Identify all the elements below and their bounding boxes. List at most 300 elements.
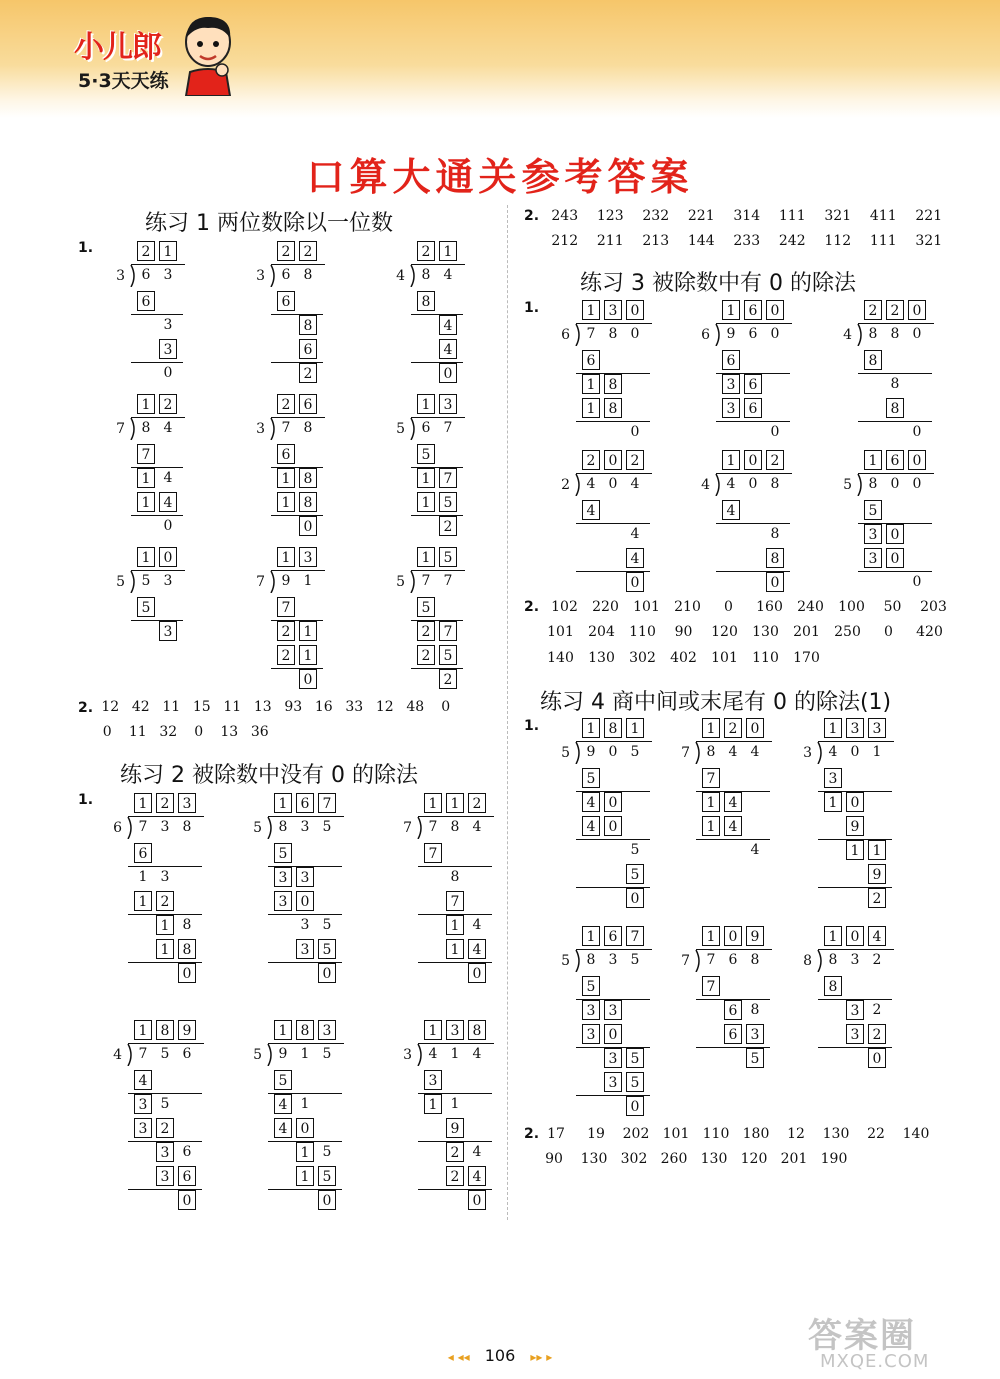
divisor: 5	[253, 820, 262, 836]
answer-box: 1	[424, 1094, 442, 1114]
digit: 7	[281, 420, 291, 436]
digit: 0	[912, 326, 922, 342]
long-division	[560, 926, 670, 1126]
digit: 3	[163, 267, 173, 283]
answer-value: 221	[687, 208, 715, 224]
answer-box: 0	[604, 450, 622, 470]
divisor: 6	[113, 820, 122, 836]
answer-box: 1	[424, 793, 442, 813]
divisor: 5	[561, 953, 570, 969]
answer-value: 120	[711, 624, 738, 640]
answer-box: 1	[846, 840, 864, 860]
answer-box: 0	[178, 963, 196, 983]
answer-box: 1	[134, 1020, 152, 1040]
answer-box: 7	[277, 597, 295, 617]
answer-box: 2	[156, 793, 174, 813]
answer-value: 160	[756, 599, 783, 615]
watermark-url: MXQE.COM	[820, 1351, 930, 1372]
answer-box: 1	[424, 1020, 442, 1040]
answer-value: 17	[547, 1126, 565, 1142]
answer-box: 6	[724, 1024, 742, 1044]
answer-box: 3	[604, 1000, 622, 1020]
answer-box: 1	[277, 547, 295, 567]
answer-box: 5	[582, 768, 600, 788]
answer-box: 3	[159, 621, 177, 641]
answer-box: 1	[159, 241, 177, 261]
answer-box: 1	[582, 300, 600, 320]
answer-box: 0	[626, 1096, 644, 1116]
answer-box: 1	[277, 468, 295, 488]
answer-value: 140	[902, 1126, 930, 1142]
divisor: 8	[803, 953, 812, 969]
page-number-value: 106	[484, 1346, 516, 1365]
answer-box: 1	[439, 241, 457, 261]
answer-value: 13	[253, 699, 272, 715]
answer-box: 3	[864, 548, 882, 568]
digit: 9	[726, 326, 736, 342]
answer-value: 0	[724, 599, 733, 615]
answer-box: 4	[724, 792, 742, 812]
divisor: 5	[396, 574, 405, 590]
answer-box: 1	[582, 718, 600, 738]
answer-box: 2	[439, 516, 457, 536]
long-division	[112, 1020, 222, 1220]
answer-box: 1	[582, 398, 600, 418]
answer-value: 190	[820, 1151, 848, 1167]
answer-box: 1	[417, 492, 435, 512]
watermark	[808, 1308, 929, 1372]
answer-value: 221	[915, 208, 943, 224]
digit: 8	[608, 326, 618, 342]
digit: 4	[443, 267, 453, 283]
answer-box: 3	[846, 1000, 864, 1020]
answer-value: 11	[162, 699, 181, 715]
answer-box: 2	[439, 669, 457, 689]
answer-box: 2	[864, 300, 882, 320]
answer-box: 3	[178, 793, 196, 813]
digit: 4	[472, 1144, 482, 1160]
answer-box: 1	[417, 394, 435, 414]
divisor: 5	[561, 745, 570, 761]
answer-box: 0	[299, 516, 317, 536]
answer-box: 1	[277, 492, 295, 512]
answer-box: 0	[318, 963, 336, 983]
long-division	[395, 547, 505, 747]
brand-logo: 小儿郎	[74, 30, 161, 65]
answer-box: 1	[156, 939, 174, 959]
answers-ex2-q2	[542, 233, 952, 249]
answer-box: 7	[446, 891, 464, 911]
divisor: 4	[113, 1047, 122, 1063]
digit: 1	[450, 1096, 460, 1112]
answer-box: 3	[134, 1118, 152, 1138]
divisor: 3	[803, 745, 812, 761]
digit: 7	[586, 326, 596, 342]
answer-box: 4	[274, 1094, 292, 1114]
divisor: 5	[843, 477, 852, 493]
answer-box: 0	[846, 792, 864, 812]
answer-value: 100	[838, 599, 865, 615]
divisor: 4	[843, 327, 852, 343]
answer-box: 1	[156, 915, 174, 935]
digit: 3	[160, 819, 170, 835]
digit: 4	[472, 819, 482, 835]
long-division	[255, 547, 365, 747]
answer-box: 4	[468, 1166, 486, 1186]
digit: 8	[890, 326, 900, 342]
answer-value: 12	[101, 699, 120, 715]
digit: 5	[322, 1046, 332, 1062]
answer-box: 5	[626, 1072, 644, 1092]
digit: 5	[141, 573, 151, 589]
question-2-label: 2.	[524, 208, 540, 224]
digit: 8	[303, 267, 313, 283]
answer-box: 8	[604, 398, 622, 418]
answer-box: 5	[439, 492, 457, 512]
answer-box: 6	[582, 350, 600, 370]
digit: 0	[912, 574, 922, 590]
page-title: 口算大通关参考答案	[306, 155, 694, 199]
question-2-label: 2.	[78, 700, 94, 716]
answer-box: 1	[296, 1142, 314, 1162]
answer-value: 50	[883, 599, 902, 615]
answer-box: 0	[626, 300, 644, 320]
answer-box: 3	[604, 1072, 622, 1092]
answer-value: 0	[441, 699, 451, 715]
answer-value: 260	[660, 1151, 688, 1167]
answer-value: 0	[194, 724, 204, 740]
answer-box: 1	[722, 450, 740, 470]
answer-box: 2	[582, 450, 600, 470]
answer-value: 321	[824, 208, 852, 224]
question-2-label: 2.	[524, 1126, 540, 1142]
answer-box: 9	[868, 864, 886, 884]
long-division	[680, 718, 790, 918]
digit: 8	[890, 376, 900, 392]
answer-box: 0	[746, 718, 764, 738]
digit: 8	[770, 526, 780, 542]
answer-box: 3	[604, 1048, 622, 1068]
answer-box: 3	[582, 1024, 600, 1044]
answer-value: 123	[596, 208, 624, 224]
digit: 7	[706, 952, 716, 968]
answer-value: 111	[869, 233, 897, 249]
answer-box: 1	[446, 915, 464, 935]
answer-box: 0	[908, 450, 926, 470]
answers-ex3-q2	[540, 624, 950, 640]
answer-value: 130	[580, 1151, 608, 1167]
answer-box: 6	[744, 300, 762, 320]
digit: 0	[630, 326, 640, 342]
answer-box: 2	[299, 241, 317, 261]
answer-box: 2	[277, 645, 295, 665]
answer-value: 402	[670, 650, 697, 666]
answer-box: 3	[296, 939, 314, 959]
long-division	[252, 1020, 362, 1220]
answer-box: 5	[274, 843, 292, 863]
digit: 8	[278, 819, 288, 835]
digit: 5	[630, 744, 640, 760]
answer-box: 2	[159, 394, 177, 414]
answer-value: 321	[915, 233, 943, 249]
answer-value: 42	[131, 699, 150, 715]
answer-box: 4	[582, 500, 600, 520]
answer-value: 130	[700, 1151, 728, 1167]
answer-box: 2	[277, 241, 295, 261]
answer-box: 3	[868, 718, 886, 738]
digit: 4	[750, 744, 760, 760]
answer-box: 8	[417, 291, 435, 311]
answer-box: 6	[744, 398, 762, 418]
digit: 1	[138, 869, 148, 885]
divisor: 5	[116, 574, 125, 590]
digit: 9	[281, 573, 291, 589]
divisor: 5	[253, 1047, 262, 1063]
answer-value: 243	[551, 208, 579, 224]
answer-value: 111	[778, 208, 806, 224]
answer-box: 8	[864, 350, 882, 370]
answer-box: 0	[299, 669, 317, 689]
answers-ex1-q2	[95, 699, 461, 715]
digit: 3	[608, 952, 618, 968]
answer-value: 0	[884, 624, 893, 640]
answer-box: 2	[766, 450, 784, 470]
answer-box: 2	[446, 1142, 464, 1162]
answer-box: 1	[864, 450, 882, 470]
answer-box: 4	[868, 926, 886, 946]
answer-box: 2	[299, 363, 317, 383]
answer-value: 130	[588, 650, 615, 666]
digit: 0	[748, 476, 758, 492]
long-division	[402, 793, 512, 993]
answer-box: 0	[744, 450, 762, 470]
answers-ex3-q2	[540, 650, 827, 666]
digit: 1	[450, 1046, 460, 1062]
answer-value: 202	[622, 1126, 650, 1142]
digit: 8	[450, 869, 460, 885]
answer-value: 102	[551, 599, 578, 615]
answer-box: 3	[746, 1024, 764, 1044]
answer-box: 8	[766, 548, 784, 568]
digit: 7	[421, 573, 431, 589]
answer-box: 0	[626, 888, 644, 908]
answer-box: 5	[318, 939, 336, 959]
answer-box: 2	[868, 888, 886, 908]
answer-box: 1	[824, 926, 842, 946]
digit: 7	[138, 819, 148, 835]
answer-value: 201	[780, 1151, 808, 1167]
answer-box: 4	[582, 816, 600, 836]
answer-value: 101	[547, 624, 574, 640]
answer-box: 8	[886, 398, 904, 418]
answer-box: 3	[864, 524, 882, 544]
digit: 0	[608, 744, 618, 760]
answer-box: 0	[468, 1190, 486, 1210]
answer-box: 3	[722, 374, 740, 394]
digit: 8	[706, 744, 716, 760]
question-1-label: 1.	[78, 792, 94, 808]
answer-box: 5	[439, 547, 457, 567]
answer-box: 3	[296, 867, 314, 887]
answer-box: 6	[134, 843, 152, 863]
answer-box: 1	[702, 792, 720, 812]
digit: 8	[421, 267, 431, 283]
answer-box: 5	[417, 444, 435, 464]
divisor: 3	[256, 268, 265, 284]
answer-value: 36	[250, 724, 269, 740]
answer-box: 0	[846, 926, 864, 946]
divisor: 2	[561, 477, 570, 493]
digit: 8	[868, 326, 878, 342]
answer-value: 90	[545, 1151, 563, 1167]
long-division	[680, 926, 790, 1126]
digit: 2	[872, 952, 882, 968]
answer-box: 6	[296, 793, 314, 813]
answer-box: 4	[582, 792, 600, 812]
answer-box: 3	[156, 1142, 174, 1162]
answer-box: 1	[274, 793, 292, 813]
answer-box: 5	[417, 597, 435, 617]
digit: 8	[750, 952, 760, 968]
arrows-right-icon: ▸▸ ▸	[530, 1350, 553, 1364]
answer-box: 1	[702, 816, 720, 836]
answer-box: 4	[159, 492, 177, 512]
digit: 4	[163, 470, 173, 486]
answer-value: 411	[869, 208, 897, 224]
answer-box: 3	[439, 394, 457, 414]
question-1-label: 1.	[78, 240, 94, 256]
digit: 1	[300, 1096, 310, 1112]
digit: 0	[912, 424, 922, 440]
answer-box: 2	[468, 793, 486, 813]
answer-box: 0	[766, 572, 784, 592]
answer-box: 5	[318, 1166, 336, 1186]
answer-box: 3	[318, 1020, 336, 1040]
divisor: 6	[701, 327, 710, 343]
answer-box: 6	[604, 926, 622, 946]
answer-box: 3	[134, 1094, 152, 1114]
digit: 8	[182, 819, 192, 835]
answer-value: 48	[406, 699, 425, 715]
answer-value: 11	[223, 699, 242, 715]
digit: 6	[421, 420, 431, 436]
answer-box: 8	[604, 718, 622, 738]
answer-value: 212	[551, 233, 579, 249]
answer-box: 6	[178, 1166, 196, 1186]
digit: 0	[163, 365, 173, 381]
answer-box: 5	[746, 1048, 764, 1068]
answer-value: 204	[588, 624, 615, 640]
answer-box: 8	[468, 1020, 486, 1040]
answer-box: 0	[159, 547, 177, 567]
digit: 7	[428, 819, 438, 835]
divisor: 6	[561, 327, 570, 343]
divisor: 4	[701, 477, 710, 493]
digit: 4	[726, 476, 736, 492]
answer-box: 8	[299, 492, 317, 512]
answer-box: 8	[178, 939, 196, 959]
digit: 6	[748, 326, 758, 342]
answer-value: 22	[867, 1126, 885, 1142]
answer-value: 314	[733, 208, 761, 224]
answer-box: 1	[137, 394, 155, 414]
digit: 8	[586, 952, 596, 968]
digit: 3	[160, 869, 170, 885]
answer-box: 2	[446, 1166, 464, 1186]
section-title-2: 练习 2 被除数中没有 0 的除法	[120, 763, 418, 788]
answer-box: 6	[886, 450, 904, 470]
digit: 3	[850, 952, 860, 968]
answer-value: 302	[629, 650, 656, 666]
answer-box: 2	[626, 450, 644, 470]
answer-box: 0	[626, 572, 644, 592]
answer-value: 180	[742, 1126, 770, 1142]
answer-box: 2	[417, 241, 435, 261]
answer-box: 0	[724, 926, 742, 946]
answer-box: 5	[439, 645, 457, 665]
answer-value: 12	[787, 1126, 805, 1142]
watermark-title: 答案圈	[808, 1316, 916, 1356]
answer-value: 170	[793, 650, 820, 666]
digit: 5	[322, 917, 332, 933]
answer-value: 220	[592, 599, 619, 615]
digit: 6	[728, 952, 738, 968]
digit: 6	[141, 267, 151, 283]
answer-box: 8	[156, 1020, 174, 1040]
mascot-boy-icon	[178, 12, 238, 96]
series-name: 5·3天天练	[78, 70, 169, 92]
answer-box: 8	[299, 315, 317, 335]
digit: 4	[428, 1046, 438, 1062]
digit: 4	[828, 744, 838, 760]
answer-value: 112	[824, 233, 852, 249]
answer-box: 2	[417, 645, 435, 665]
answer-box: 1	[417, 547, 435, 567]
answer-box: 7	[702, 976, 720, 996]
digit: 8	[770, 476, 780, 492]
answer-box: 7	[626, 926, 644, 946]
digit: 6	[182, 1144, 192, 1160]
answer-box: 6	[724, 1000, 742, 1020]
answer-box: 0	[439, 363, 457, 383]
answer-box: 4	[722, 500, 740, 520]
answers-ex3-q2	[544, 599, 954, 615]
answer-value: 120	[740, 1151, 768, 1167]
answer-box: 4	[439, 315, 457, 335]
long-division	[112, 793, 222, 993]
answer-value: 110	[702, 1126, 730, 1142]
answer-value: 210	[674, 599, 701, 615]
digit: 5	[630, 952, 640, 968]
answer-box: 4	[439, 339, 457, 359]
answer-box: 1	[702, 926, 720, 946]
answer-value: 15	[192, 699, 211, 715]
answer-value: 240	[797, 599, 824, 615]
digit: 5	[322, 819, 332, 835]
digit: 6	[182, 1046, 192, 1062]
answer-value: 213	[642, 233, 670, 249]
answer-box: 0	[886, 524, 904, 544]
answer-box: 1	[582, 374, 600, 394]
answer-box: 4	[134, 1070, 152, 1090]
answer-value: 19	[587, 1126, 605, 1142]
divisor: 7	[403, 820, 412, 836]
answer-value: 242	[778, 233, 806, 249]
answer-box: 2	[886, 300, 904, 320]
arrows-left-icon: ◂ ◂◂	[447, 1350, 470, 1364]
answer-box: 7	[318, 793, 336, 813]
digit: 3	[163, 573, 173, 589]
